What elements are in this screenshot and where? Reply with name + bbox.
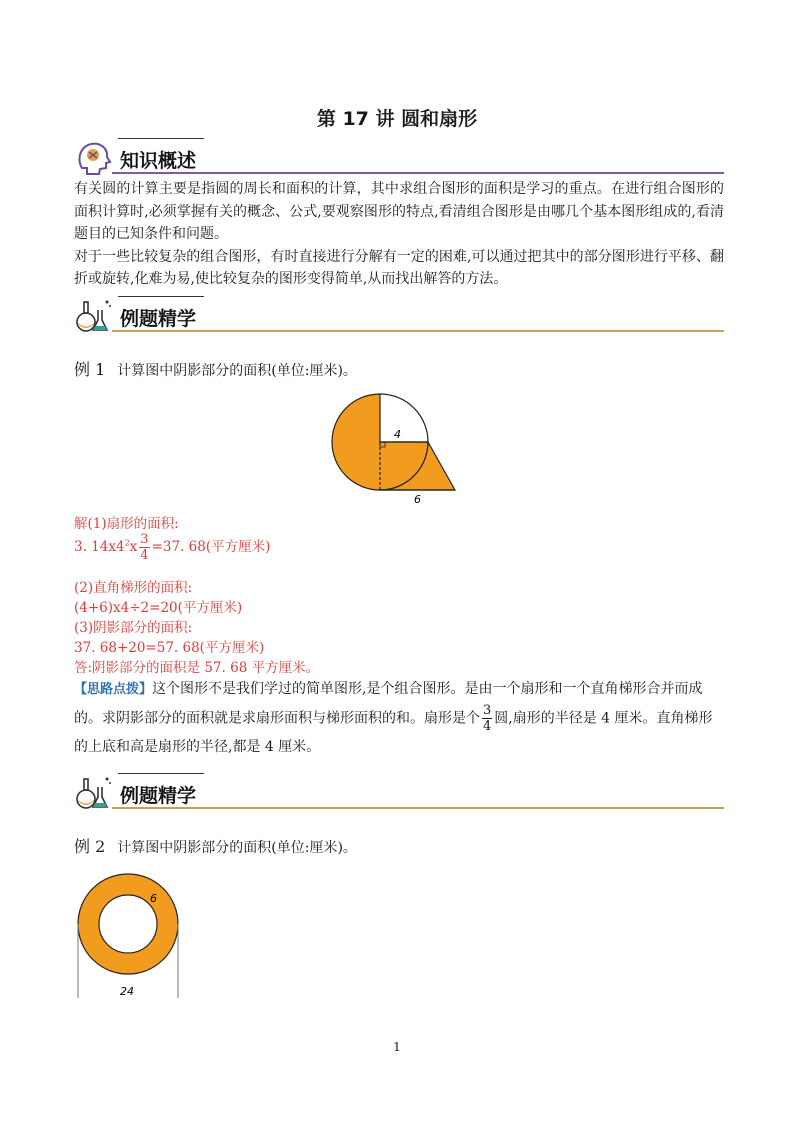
inner-label: 6 <box>150 892 157 905</box>
page-title: 第 17 讲 圆和扇形 <box>316 108 478 130</box>
example-number: 例 1 <box>74 360 106 379</box>
section-header-example-1 <box>74 296 724 336</box>
fraction <box>139 532 149 563</box>
radius-label: 4 <box>394 428 401 441</box>
solution-line-3: (2)直角梯形的面积: <box>74 580 193 596</box>
example-number: 例 2 <box>74 837 106 856</box>
knowledge-paragraph-2: 对于一些比较复杂的组合图形，有时直接进行分解有一定的困难,可以通过把其中的部分图形进行平移、翻折或旋转,化难为易,使比较复杂的图形变得简单,从而找出解答的方法。 <box>74 248 724 287</box>
outer-label: 24 <box>120 985 134 998</box>
example-question: 计算图中阴影部分的面积(单位:厘米)。 <box>117 363 357 379</box>
tip-fraction <box>482 703 492 734</box>
formula-result: =37. 68(平方厘米) <box>151 539 271 555</box>
tip-tag: 【思路点拨】 <box>74 682 153 697</box>
header-top-rule <box>118 773 204 774</box>
example-question: 计算图中阴影部分的面积(单位:厘米)。 <box>117 840 357 856</box>
solution-line-4: (4+6)x4÷2=20(平方厘米) <box>74 600 243 616</box>
solution-answer: 答:阴影部分的面积是 57. 68 平方厘米。 <box>74 660 320 676</box>
lab-flask-icon <box>74 296 114 336</box>
formula-prefix: 3. 14x4 <box>74 539 125 555</box>
fraction-denominator: 4 <box>140 548 149 563</box>
section-label: 知识概述 <box>120 150 197 172</box>
fraction-numerator: 3 <box>483 703 492 718</box>
tip-text-1: 这个图形不是我们学过的简单图形,是个组合图形。是由一个扇形和一个直角梯形合并而成的。求阴影部分的面积就是求扇形面积与梯形面积的和。扇形是个 <box>74 681 703 727</box>
header-top-rule <box>118 138 204 139</box>
solution-line-1: 解(1)扇形的面积: <box>74 516 179 532</box>
fraction-denominator: 4 <box>483 719 492 734</box>
header-underline <box>112 807 724 809</box>
tip-block <box>74 676 724 761</box>
ring-shape <box>78 874 178 974</box>
example-1-question-line <box>74 357 357 380</box>
brain-head-icon <box>74 138 114 178</box>
solution-line-2 <box>74 532 270 563</box>
knowledge-body <box>74 178 724 291</box>
section-label: 例题精学 <box>120 308 197 330</box>
lab-flask-icon <box>74 773 114 813</box>
base-label: 6 <box>414 493 421 506</box>
solution-line-5: (3)阴影部分的面积: <box>74 620 193 636</box>
formula-exponent: 2 <box>124 538 130 548</box>
formula-times: x <box>129 539 138 555</box>
example-2-figure <box>70 860 186 1000</box>
tip-text-2: 圆,扇形的半径是 4 厘米。直角梯形的上底和高是扇形的半径,都是 4 厘米。 <box>74 710 713 755</box>
section-header-example-2 <box>74 773 724 813</box>
section-label: 例题精学 <box>120 785 197 807</box>
example-2-question-line <box>74 834 357 857</box>
example-1-figure <box>328 386 460 506</box>
solution-line-6: 37. 68+20=57. 68(平方厘米) <box>74 640 265 656</box>
header-underline <box>112 172 724 174</box>
page-number: 1 <box>393 1040 401 1054</box>
section-header-knowledge <box>74 138 724 178</box>
fraction-numerator: 3 <box>140 532 149 547</box>
header-top-rule <box>118 296 204 297</box>
header-underline <box>112 330 724 332</box>
knowledge-paragraph-1: 有关圆的计算主要是指圆的周长和面积的计算，其中求组合图形的面积是学习的重点。在进行组合图形的面积计算时,必须掌握有关的概念、公式,要观察图形的特点,看清组合图形是由哪几个基本图形组成的,看清题目的已知条件和问题。 <box>74 181 724 242</box>
quarter-arc <box>380 394 428 442</box>
